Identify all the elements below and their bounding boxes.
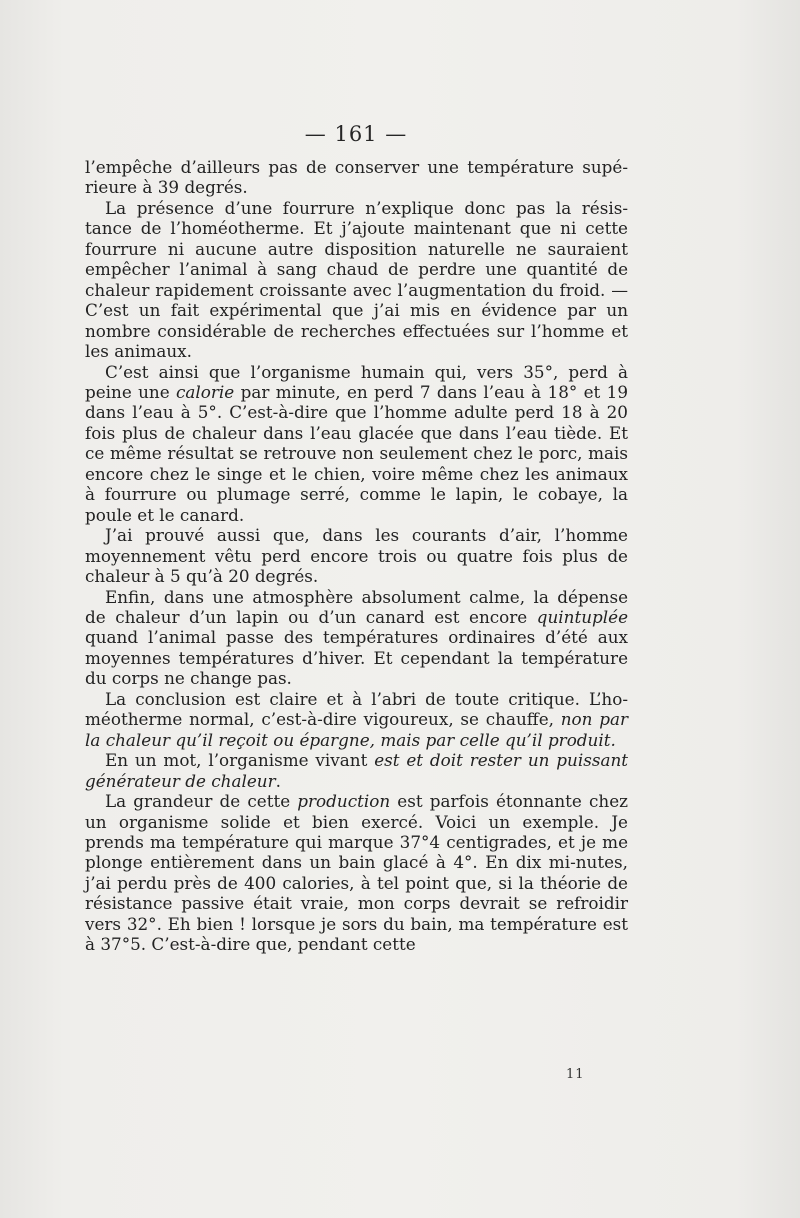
paragraph-text: Enfin, dans une atmosphère absolument calme, la dépense de chaleur d’un lapin ou d’un canard est encore	[85, 586, 628, 627]
italic-text: calorie	[176, 381, 235, 402]
italic-text: production	[297, 791, 391, 812]
italic-text: non par la chaleur qu’il reçoit ou épargne, mais par celle qu’il produit.	[85, 709, 628, 750]
paragraph	[85, 198, 628, 362]
paragraph	[85, 791, 628, 955]
paragraph-text: quand l’animal passe des températures ordinaires d’été aux moyennes températures d’hiver. Et cependant la température du corps ne change pas.	[85, 627, 628, 689]
continuation-paragraph	[85, 157, 628, 198]
paragraph-text: .	[275, 770, 281, 791]
paragraph	[85, 689, 628, 750]
paragraph-text: La grandeur de cette	[105, 791, 298, 812]
paragraph	[85, 525, 628, 586]
page-number: — 161 —	[304, 122, 408, 146]
paragraph-text: La présence d’une fourrure n’explique donc pas la résis-tance de l’homéotherme. Et j’ajoute maintenant que ni cette fourrure ni aucune autre disposition naturelle ne sauraient empêcher l’animal à sang chaud de perdre une quantité de chaleur rapidement croissante avec l’augmentation du froid. — C’est un fait expérimental que j’ai mis en évidence par un nombre considérable de recherches effectuées sur l’homme et les animaux.	[85, 197, 628, 362]
paragraph	[85, 750, 628, 791]
paragraph	[85, 362, 628, 526]
paragraph-text: J’ai prouvé aussi que, dans les courants d’air, l’homme moyennement vêtu perd encore trois ou quatre fois plus de chaleur à 5 qu’à 20 degrés.	[85, 525, 628, 587]
paragraph-text: En un mot, l’organisme vivant	[105, 750, 375, 771]
paragraph-text: par minute, en perd 7 dans l’eau à 18° et 19 dans l’eau à 5°. C’est-à-dire que l’homme adulte perd 18 à 20 fois plus de chaleur dans l’eau glacée que dans l’eau tiède. Et ce même résultat se retrouve non seulement chez le porc, mais encore chez le singe et le chien, voire même chez les animaux à fourrure ou plumage serré, comme le lapin, le cobaye, la poule et le canard.	[85, 381, 628, 525]
italic-text: quintuplée	[536, 606, 628, 627]
paragraph-text: l’empêche d’ailleurs pas de conserver une température supé-rieure à 39 degrés.	[85, 157, 628, 198]
signature-mark: 11	[566, 1067, 585, 1082]
paragraph	[85, 587, 628, 689]
paragraph-text: La conclusion est claire et à l’abri de toute critique. L’ho-méotherme normal, c’est-à-dire vigoureux, se chauffe,	[85, 688, 628, 730]
body-text	[85, 157, 628, 955]
italic-text: est et doit rester un puissant générateur de chaleur	[85, 750, 628, 791]
paragraph-text: est parfois étonnante chez un organisme solide et bien exercé. Voici un exemple. Je prends ma température qui marque 37°4 centigrades, et je me plonge entièrement dans un bain glacé à 4°. En dix mi-nutes, j’ai perdu près de 400 calories, à tel point que, si la théorie de résistance passive était vraie, mon corps devrait se refroidir vers 32°. Eh bien ! lorsque je sors du bain, ma température est à 37°5. C’est-à-dire que, pendant cette	[85, 791, 628, 955]
paragraph-text: C’est ainsi que l’organisme humain qui, vers 35°, perd à peine une	[85, 361, 628, 402]
